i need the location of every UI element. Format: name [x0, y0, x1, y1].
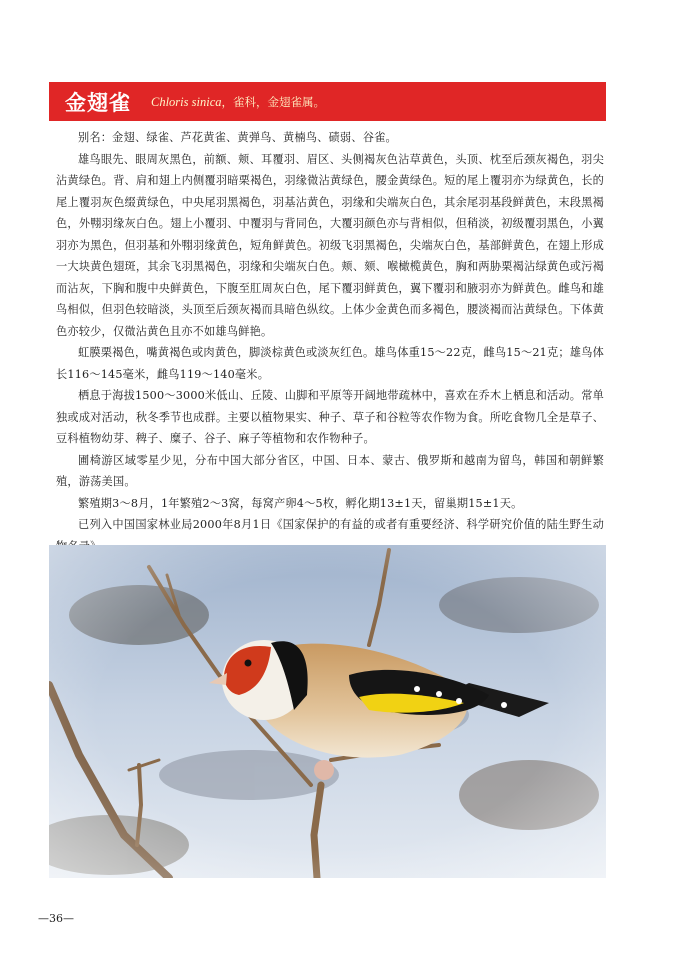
measurements-paragraph: 虹膜栗褐色，嘴黄褐色或肉黄色，脚淡棕黄色或淡灰红色。雄鸟体重15～22克，雌鸟15～21克；雄鸟体长116～145毫米，雌鸟119～140毫米。	[56, 346, 604, 381]
protection-paragraph: 已列入中国国家林业局2000年8月1日《国家保护的有益的或者有重要经济、科学研究价值的陆生野生动	[78, 518, 604, 531]
species-description	[56, 127, 604, 557]
plumage-paragraph: 雄鸟眼先、眼周灰黑色，前额、颊、耳覆羽、眉区、头侧褐灰色沾草黄色，头顶、枕至后颈灰褐色，羽尖沾黄绿色。背、肩和翅上内侧覆羽暗栗褐色，羽缘微沾黄绿色，腰金黄绿色。短的尾上覆羽亦为绿黄色，长的尾上覆羽灰色缀黄绿色，中央尾羽黑褐色，羽基沾黄色，羽缘和尖端灰白色，其余尾羽基段鲜黄色，末段黑褐色，外翈羽缘灰白色。翅上小覆羽、中覆羽与背同色，大覆羽颜色亦与背相似，但稍淡，初级覆羽黑色，小翼羽亦为黑色，但羽基和外翈羽缘黄色，短角鲜黄色。初级飞羽黑褐色，尖端灰白色，基部鲜黄色，在翅上形成一大块黄色翅斑，其余飞羽黑褐色，羽缘和尖端灰白色。颊、颏、喉橄榄黄色，胸和两胁栗褐沾绿黄色或污褐而沾灰，下胸和腹中央鲜黄色，下腹至肛周灰白色，尾下覆羽鲜黄色，翼下覆羽和腋羽亦为鲜黄色。雌鸟和雄鸟相似，但羽色较暗淡，头顶至后颈灰褐而具暗色纵纹。上体少金黄色而多褐色，腰淡褐而沾黄绿色。下体黄色亦较少，仅微沾黄色且亦不如雄鸟鲜艳。	[56, 152, 604, 338]
species-title-bar	[49, 82, 606, 121]
breeding-paragraph: 繁殖期3～8月，1年繁殖2～3窝，每窝产卵4～5枚，孵化期13±1天，留巢期15±1天。	[78, 496, 523, 510]
species-classification	[151, 94, 325, 110]
goldfinch-photo	[49, 545, 606, 878]
species-name: 金翅雀	[65, 90, 131, 115]
family-genus: ，雀科，金翅雀属。	[221, 94, 325, 109]
alias-paragraph: 别名：金翅、绿雀、芦花黄雀、黄弹鸟、黄楠鸟、碛弱、谷雀。	[78, 131, 397, 144]
latin-name: Chloris sinica	[151, 94, 222, 109]
habitat-paragraph: 栖息于海拔1500～3000米低山、丘陵、山脚和平原等开阔地带疏林中，喜欢在乔木上栖息和活动。常单独或成对活动，秋冬季节也成群。主要以植物果实、种子、草子和谷粒等农作物为食。所吃食物几全是草子、豆科植物幼芽、稗子、糜子、谷子、麻子等植物和农作物种子。	[56, 389, 604, 445]
page-number: —36—	[38, 912, 74, 925]
distribution-paragraph: 圃椅游区域零星少见，分布中国大部分省区，中国、日本、蒙古、俄罗斯和越南为留鸟，韩国和朝鲜繁殖，游荡美国。	[56, 453, 604, 488]
